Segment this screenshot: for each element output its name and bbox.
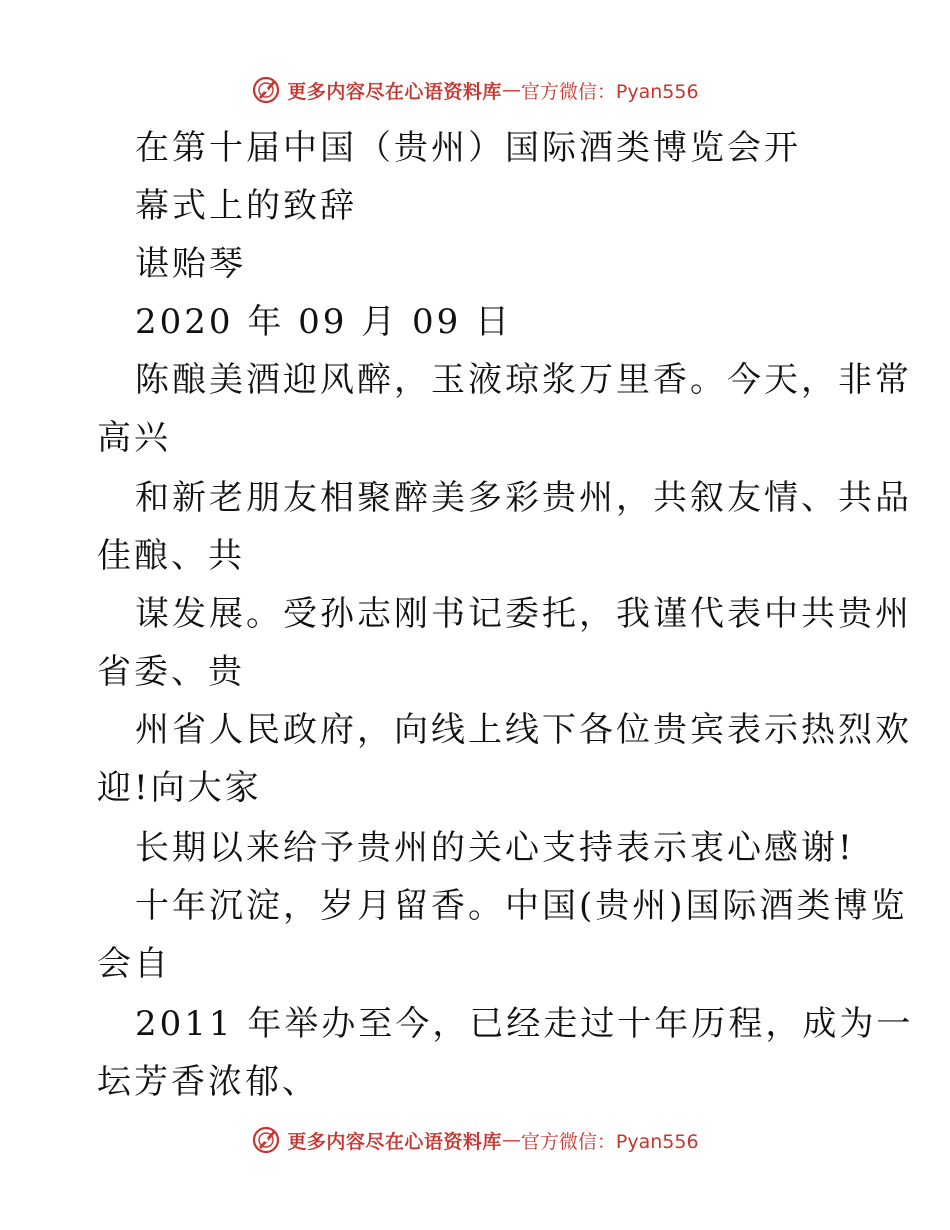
banner-text: 更多内容尽在心语资料库 — [287, 1130, 502, 1153]
paragraph-line: 佳酿、共 — [97, 536, 245, 576]
paragraph-line: 长期以来给予贵州的关心支持表示衷心感谢! — [135, 828, 855, 868]
banner-wechat: 官方微信：Pyan556 — [520, 1130, 699, 1153]
paragraph-line: 会自 — [97, 944, 171, 984]
document-date: 2020 年 09 月 09 日 — [135, 302, 513, 342]
paragraph-line: 高兴 — [97, 418, 171, 458]
paragraph-line: 坛芳香浓郁、 — [97, 1062, 319, 1102]
paragraph-line: 2011 年举办至今，已经走过十年历程，成为一 — [135, 1004, 914, 1044]
paragraph-line: 省委、贵 — [97, 652, 245, 692]
document-title-line2: 幕式上的致辞 — [135, 186, 357, 226]
banner-wechat: 官方微信：Pyan556 — [520, 80, 699, 103]
footer-watermark-banner — [0, 1120, 950, 1160]
paragraph-line: 州省人民政府，向线上线下各位贵宾表示热烈欢 — [135, 710, 912, 750]
paragraph-line: 和新老朋友相聚醉美多彩贵州，共叙友情、共品 — [135, 478, 912, 518]
paragraph-line: 迎!向大家 — [97, 768, 262, 808]
banner-separator: — — [501, 79, 521, 101]
paragraph-line: 十年沉淀，岁月留香。中国(贵州)国际酒类博览 — [135, 886, 908, 926]
banner-text: 更多内容尽在心语资料库 — [287, 80, 502, 103]
header-watermark-banner — [0, 70, 950, 110]
banner-separator: — — [501, 1129, 521, 1151]
document-title-line1: 在第十届中国（贵州）国际酒类博览会开 — [135, 128, 801, 168]
paragraph-line: 陈酿美酒迎风醉，玉液琼浆万里香。今天，非常 — [135, 360, 912, 400]
document-author: 谌贻琴 — [135, 244, 246, 284]
quill-circle-icon — [251, 75, 281, 105]
quill-circle-icon — [251, 1125, 281, 1155]
paragraph-line: 谋发展。受孙志刚书记委托，我谨代表中共贵州 — [135, 594, 912, 634]
